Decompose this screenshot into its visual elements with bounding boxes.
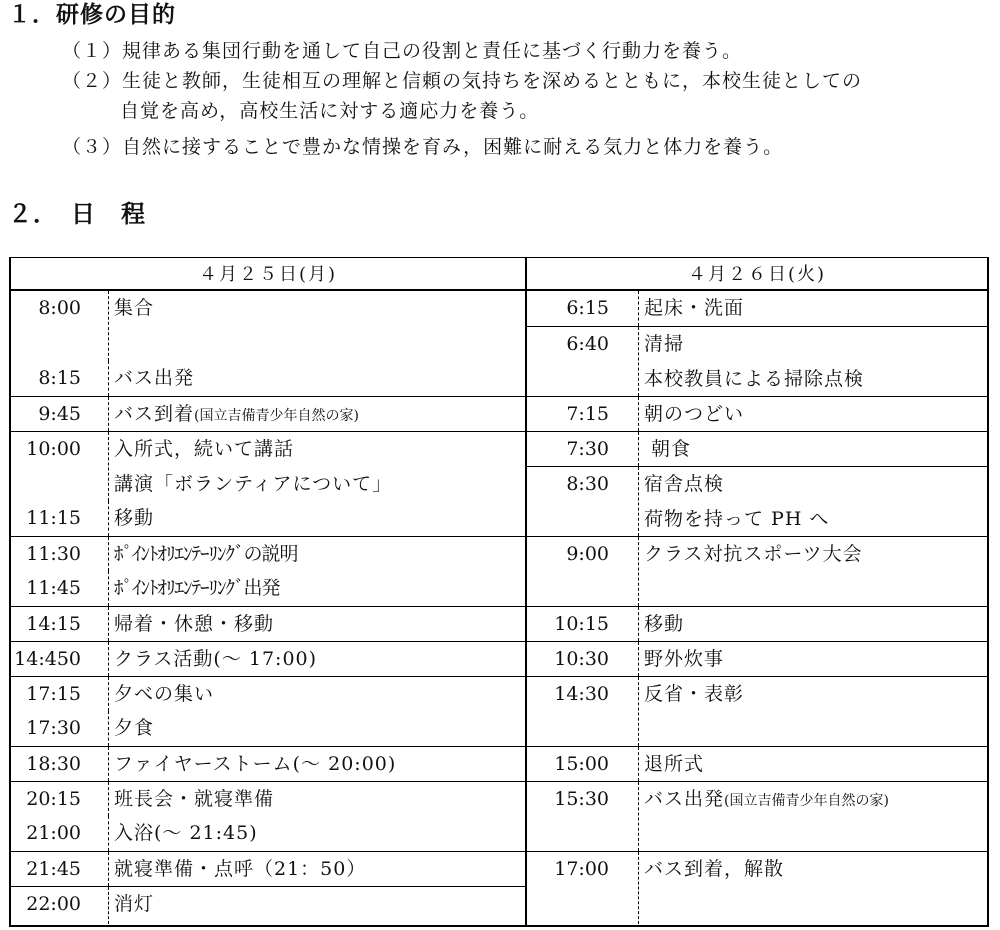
day2-header: ４月２６日(火): [527, 258, 987, 291]
time-cell: 17:30: [26, 717, 81, 739]
schedule-row: [11, 816, 525, 851]
schedule-row: [11, 396, 525, 431]
schedule-row: [11, 641, 525, 676]
purpose-item-2-continued: 自覚を高め，高校生活に対する適応力を養う。: [120, 100, 540, 122]
activity-text-line2: 講演「ボランティアについて」: [114, 473, 393, 495]
activity-cell: [108, 501, 525, 536]
time-cell: 14:30: [554, 683, 609, 705]
schedule-row: [11, 606, 525, 641]
activity-cell: [108, 537, 525, 571]
activity-cell: [638, 642, 987, 676]
section-heading-schedule: ２． 日 程: [8, 200, 146, 228]
purpose-item-3: （３）自然に接することで豊かな情操を育み，困難に耐える気力と体力を養う。: [62, 136, 784, 158]
activity-cell: [108, 361, 525, 396]
activity-text: 朝のつどい: [644, 403, 745, 425]
activity-cell: [108, 816, 525, 851]
activity-note: (国立吉備青少年自然の家): [194, 408, 359, 424]
activity-cell: [638, 467, 987, 536]
schedule-row: [11, 851, 525, 886]
activity-text: 清掃: [644, 333, 685, 355]
activity-cell: [638, 537, 987, 606]
time-cell: 8:00: [38, 297, 81, 319]
activity-text: バス到着: [114, 403, 195, 425]
activity-cell: [108, 607, 525, 641]
activity-cell: [108, 887, 525, 924]
activity-cell: [638, 747, 987, 781]
time-cell: 9:45: [38, 403, 81, 425]
activity-cell: [638, 432, 987, 466]
schedule-row: [527, 746, 987, 781]
schedule-row: [527, 781, 987, 851]
schedule-row: [11, 291, 525, 361]
purpose-item-2: （２）生徒と教師，生徒相互の理解と信頼の気持ちを深めるとともに，本校生徒としての: [62, 70, 863, 92]
day2-column: [525, 258, 987, 925]
activity-text: 入浴(～ 21:45): [114, 822, 258, 844]
activity-cell: [108, 291, 525, 361]
activity-note: (国立吉備青少年自然の家): [724, 793, 889, 809]
activity-cell: [108, 677, 525, 711]
schedule-row: [527, 466, 987, 536]
schedule-row: [11, 571, 525, 606]
time-cell: 10:00: [26, 438, 81, 460]
activity-text: ﾎﾟｲﾝﾄｵﾘｴﾝﾃｰﾘﾝｸﾞの説明: [114, 543, 298, 565]
activity-cell: [638, 291, 987, 326]
activity-cell: [638, 677, 987, 746]
time-cell: 7:30: [566, 438, 609, 460]
schedule-row: [11, 501, 525, 536]
activity-cell: [638, 782, 987, 851]
time-cell: 9:00: [566, 543, 609, 565]
time-cell: 17:15: [26, 683, 81, 705]
activity-cell: [108, 571, 525, 606]
schedule-row: [11, 781, 525, 816]
activity-cell: [108, 852, 525, 886]
activity-text: 起床・洗面: [644, 297, 745, 319]
activity-text: 移動: [114, 507, 155, 529]
activity-text: 移動: [644, 613, 685, 635]
schedule-table: [9, 257, 989, 927]
activity-text: 夕食: [114, 717, 155, 739]
schedule-row: [11, 536, 525, 571]
time-cell: 17:00: [554, 858, 609, 880]
time-cell: 10:15: [554, 613, 609, 635]
schedule-row: [527, 641, 987, 676]
activity-text: 宿舎点検: [644, 473, 725, 495]
time-cell: 8:15: [38, 367, 81, 389]
activity-text: 班長会・就寝準備: [114, 788, 275, 810]
activity-cell: [108, 432, 525, 501]
time-cell: 6:40: [566, 333, 609, 355]
time-cell: 10:30: [554, 648, 609, 670]
activity-text: クラス対抗スポーツ大会: [644, 543, 863, 565]
activity-cell: [638, 852, 987, 924]
activity-cell: [108, 397, 525, 431]
activity-text: ﾎﾟｲﾝﾄｵﾘｴﾝﾃｰﾘﾝｸﾞ出発: [114, 577, 280, 599]
time-cell: 14:450: [14, 648, 81, 670]
activity-text: バス出発: [114, 367, 195, 389]
time-cell: 7:15: [566, 403, 609, 425]
activity-text: 夕べの集い: [114, 683, 215, 705]
time-cell: 15:00: [554, 753, 609, 775]
activity-cell: [638, 607, 987, 641]
schedule-row: [527, 851, 987, 924]
schedule-row: [527, 326, 987, 396]
schedule-row: [527, 291, 987, 326]
activity-text: 朝食: [644, 438, 692, 460]
activity-text: 反省・表彰: [644, 683, 745, 705]
time-cell: 15:30: [554, 788, 609, 810]
time-cell: 11:45: [26, 577, 81, 599]
time-cell: 21:00: [26, 822, 81, 844]
activity-text: クラス活動(～ 17:00): [114, 648, 318, 670]
activity-text: 消灯: [114, 893, 155, 915]
activity-cell: [108, 747, 525, 781]
day1-header: ４月２５日(月): [11, 258, 525, 291]
activity-text: 集合: [114, 297, 155, 319]
time-cell: 18:30: [26, 753, 81, 775]
activity-cell: [108, 642, 525, 676]
schedule-row: [11, 711, 525, 746]
schedule-row: [527, 431, 987, 466]
schedule-row: [527, 606, 987, 641]
activity-cell: [108, 711, 525, 746]
activity-text: バス出発: [644, 788, 725, 810]
activity-text: 帰着・休憩・移動: [114, 613, 275, 635]
schedule-row: [11, 676, 525, 711]
schedule-row: [11, 431, 525, 501]
activity-cell: [638, 397, 987, 431]
activity-text: ファイヤーストーム(～ 20:00): [114, 753, 397, 775]
schedule-row: [527, 396, 987, 431]
day1-column: [11, 258, 525, 925]
activity-cell: [108, 782, 525, 816]
schedule-row: [527, 536, 987, 606]
time-cell: 14:15: [26, 613, 81, 635]
time-cell: 11:15: [26, 507, 81, 529]
purpose-item-1: （１）規律ある集団行動を通して自己の役割と責任に基づく行動力を養う。: [62, 40, 743, 62]
activity-cell: [638, 327, 987, 396]
activity-text: 入所式，続いて講話: [114, 438, 295, 460]
activity-text: 退所式: [644, 753, 705, 775]
schedule-row: [527, 676, 987, 746]
time-cell: 21:45: [26, 858, 81, 880]
activity-text: 就寝準備・点呼（21：50）: [114, 858, 367, 880]
time-cell: 22:00: [26, 893, 81, 915]
activity-text: 野外炊事: [644, 648, 725, 670]
activity-text-line2: 荷物を持って PH へ: [644, 508, 830, 530]
activity-text-line2: 本校教員による掃除点検: [644, 368, 865, 390]
time-cell: 8:30: [566, 473, 609, 495]
schedule-row: [11, 886, 525, 924]
schedule-row: [11, 746, 525, 781]
section-heading-purpose: １．研修の目的: [8, 2, 176, 28]
schedule-row: [11, 361, 525, 396]
time-cell: 6:15: [566, 297, 609, 319]
time-cell: 20:15: [26, 788, 81, 810]
time-cell: 11:30: [26, 543, 81, 565]
activity-text: バス到着，解散: [644, 858, 785, 880]
